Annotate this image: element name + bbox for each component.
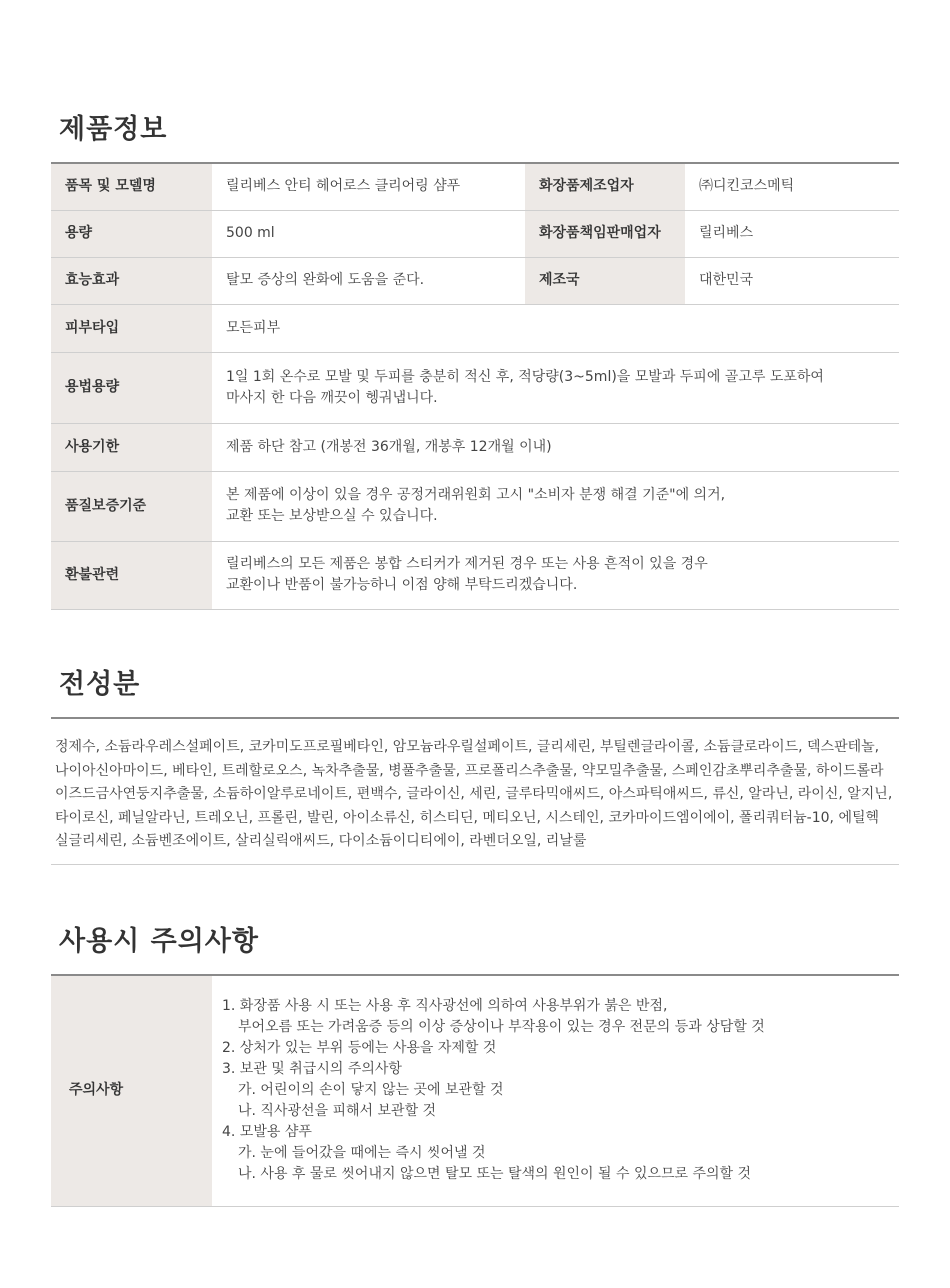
table-row — [51, 541, 899, 609]
row-value-country: 대한민국 — [685, 257, 899, 304]
row-label-manufacturer: 화장품제조업자 — [525, 164, 685, 210]
caution-item: 나. 직사광선을 피해서 보관할 것 — [238, 1103, 437, 1120]
ingredients-line: 정제수, 소듐라우레스설페이트, 코카미도프로필베타인, 암모늄라우릴설페이트, 글리세린, 부틸렌글라이콜, 소듐클로라이드, 덱스판테놀, — [55, 739, 880, 755]
row-value-model: 릴리베스 안티 헤어로스 클리어링 샴푸 — [212, 164, 525, 210]
caution-item: 4. 모발용 샴푸 — [222, 1124, 312, 1141]
row-label-expiry: 사용기한 — [51, 423, 212, 471]
refund-line: 릴리베스의 모든 제품은 봉합 스티커가 제거된 경우 또는 사용 흔적이 있을 경우 — [226, 556, 708, 572]
usage-line: 1일 1회 온수로 모발 및 두피를 충분히 적신 후, 적당량(3~5ml)을 모발과 두피에 골고루 도포하여 — [226, 368, 824, 385]
row-label-model: 품목 및 모델명 — [51, 164, 212, 210]
table-row — [51, 164, 899, 210]
caution-item: 부어오름 또는 가려움증 등의 이상 증상이나 부작용이 있는 경우 전문의 등과 상담할 것 — [238, 1019, 765, 1036]
caution-table — [51, 976, 899, 1207]
product-info-title: 제품정보 — [59, 114, 168, 145]
row-label-usage: 용법용량 — [51, 352, 212, 423]
usage-line: 마사지 한 다음 깨끗이 헹궈냅니다. — [226, 389, 438, 406]
row-value-expiry: 제품 하단 참고 (개봉전 36개월, 개봉후 12개월 이내) — [212, 423, 899, 471]
table-row — [51, 423, 899, 471]
table-row — [51, 352, 899, 423]
caution-title: 사용시 주의사항 — [59, 926, 259, 957]
row-label-seller: 화장품책임판매업자 — [525, 210, 685, 257]
row-label-efficacy: 효능효과 — [51, 257, 212, 304]
caution-item: 1. 화장품 사용 시 또는 사용 후 직사광선에 의하여 사용부위가 붉은 반점, — [222, 998, 668, 1015]
table-row — [51, 304, 899, 352]
row-value-efficacy: 탈모 증상의 완화에 도움을 준다. — [212, 257, 525, 304]
product-info-section — [51, 110, 899, 610]
row-value-volume: 500 ml — [212, 210, 525, 257]
ingredients-line: 이즈드금사연둥지추출물, 소듐하이알루로네이트, 편백수, 글라이신, 세린, 글루타믹애씨드, 아스파틱애씨드, 류신, 알라닌, 라이신, 알지닌, — [55, 786, 893, 802]
row-value-quality — [212, 471, 899, 541]
table-row — [51, 210, 899, 257]
caution-item: 가. 어린이의 손이 닿지 않는 곳에 보관할 것 — [238, 1082, 504, 1099]
quality-line: 교환 또는 보상받으실 수 있습니다. — [226, 508, 438, 524]
caution-label: 주의사항 — [51, 976, 212, 1206]
caution-item: 3. 보관 및 취급시의 주의사항 — [222, 1061, 402, 1078]
row-value-manufacturer: ㈜디킨코스메틱 — [685, 164, 899, 210]
caution-item: 2. 상처가 있는 부위 등에는 사용을 자제할 것 — [222, 1040, 497, 1057]
row-label-refund: 환불관련 — [51, 541, 212, 609]
product-info-table — [51, 164, 899, 610]
row-value-seller: 릴리베스 — [685, 210, 899, 257]
row-label-skin-type: 피부타입 — [51, 304, 212, 352]
ingredients-line: 타이로신, 페닐알라닌, 트레오닌, 프롤린, 발린, 아이소류신, 히스티딘, 메티오닌, 시스테인, 코카마이드엠이에이, 폴리쿼터늄-10, 에틸헥 — [55, 809, 880, 826]
caution-item: 가. 눈에 들어갔을 때에는 즉시 씻어낼 것 — [238, 1145, 486, 1162]
table-row — [51, 257, 899, 304]
ingredients-line: 실글리세린, 소듐벤조에이트, 살리실릭애씨드, 다이소듐이디티에이, 라벤더오일, 리날룰 — [55, 833, 587, 849]
refund-line: 교환이나 반품이 불가능하니 이점 양해 부탁드리겠습니다. — [226, 577, 578, 593]
ingredients-title: 전성분 — [59, 669, 141, 700]
caution-content — [212, 976, 899, 1206]
caution-item: 나. 사용 후 물로 씻어내지 않으면 탈모 또는 탈색의 원인이 될 수 있으므로 주의할 것 — [238, 1166, 752, 1183]
ingredients-section — [51, 665, 899, 865]
row-label-quality: 품질보증기준 — [51, 471, 212, 541]
row-label-country: 제조국 — [525, 257, 685, 304]
caution-list — [222, 996, 898, 1185]
ingredients-line: 나이아신아마이드, 베타인, 트레할로오스, 녹차추출물, 병풀추출물, 프로폴리스추출물, 약모밀추출물, 스페인감초뿌리추출물, 하이드롤라 — [55, 762, 884, 779]
table-row — [51, 976, 899, 1206]
ingredients-list — [51, 719, 899, 865]
row-label-volume: 용량 — [51, 210, 212, 257]
caution-section — [51, 922, 899, 1207]
quality-line: 본 제품에 이상이 있을 경우 공정거래위원회 고시 "소비자 분쟁 해결 기준"에 의거, — [226, 487, 726, 503]
row-value-usage — [212, 352, 899, 423]
row-value-skin-type: 모든피부 — [212, 304, 899, 352]
row-value-refund — [212, 541, 899, 609]
table-row — [51, 471, 899, 541]
